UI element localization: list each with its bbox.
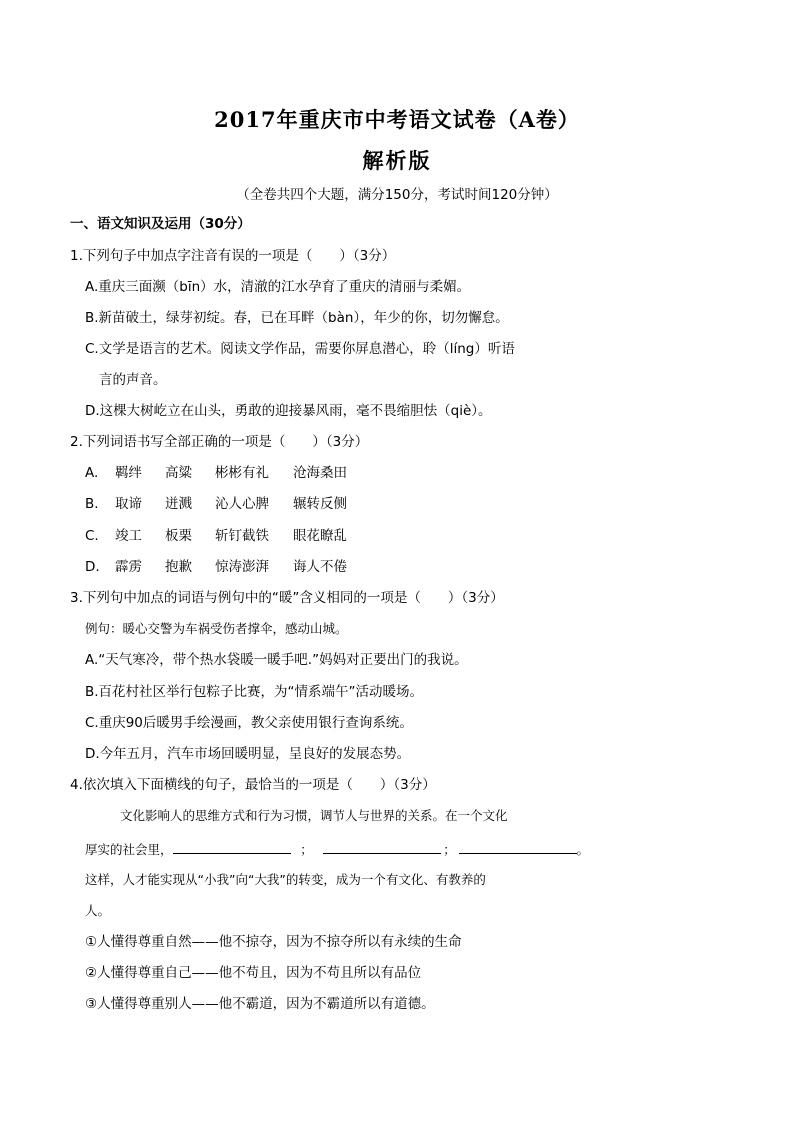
question-1-stem: 1.下列句子中加点字注音有误的一项是（ ）（3分） [70,248,396,264]
question-4-passage-line-1: 文化影响人的思维方式和行为习惯，调节人与世界的关系。在一个文化 [120,808,508,823]
option-word: 迸溅 [165,496,192,512]
page-title: 2017年重庆市中考语文试卷（A卷） [214,107,580,132]
option-word: 高粱 [165,465,192,481]
option-word: 羁绊 [115,465,142,481]
page-subtitle: 解析版 [362,148,432,173]
option-label: A. [85,465,99,481]
option-word: 辗转反侧 [293,496,347,512]
question-4-passage-line-2 [85,839,589,860]
question-2-option-a [85,463,371,483]
question-3-option-a: A.“天气寒冷，带个热水袋暖一暖手吧.”妈妈对正要出门的我说。 [85,652,468,668]
question-4-option-2: ②人懂得尊重自己——他不苟且，因为不苟且所以有品位 [85,965,422,981]
option-word: 竣工 [115,528,142,544]
option-word: 诲人不倦 [293,559,347,575]
question-1-option-d: D.这棵大树屹立在山头，勇敢的迎接暴风雨，毫不畏缩胆怯（qiè）。 [85,403,492,419]
option-word: 板栗 [165,528,192,544]
question-2-stem: 2.下列词语书写全部正确的一项是（ ）（3分） [70,434,369,450]
answer-blank-3[interactable] [459,839,577,854]
answer-blank-1[interactable] [173,839,291,854]
option-word: 斩钉截铁 [215,528,269,544]
answer-blank-2[interactable] [323,839,441,854]
passage-text: 厚实的社会里， [85,842,173,857]
question-2-option-c [85,526,371,546]
question-4-option-1: ①人懂得尊重自然——他不掠夺，因为不掠夺所以有永续的生命 [85,934,462,950]
question-2-option-d [85,557,371,577]
option-word: 眼花瞭乱 [293,528,347,544]
question-1-option-c-continued: 言的声音。 [99,372,167,388]
question-1-option-b: B.新苗破土，绿芽初绽。春，已在耳畔（bàn），年少的你，切勿懈怠。 [85,310,509,326]
option-label: C. [85,528,99,544]
question-4-passage-line-3: 这样，人才能实现从“小我”向“大我”的转变，成为一个有文化、有教养的 [85,872,486,887]
question-3-example: 例句：暖心交警为车祸受伤者撑伞，感动山城。 [85,621,348,636]
section-heading: 一、语文知识及运用（30分） [70,216,251,232]
option-word: 霹雳 [115,559,142,575]
separator: ； [443,842,456,857]
option-label: B. [85,496,99,512]
separator: ； [300,842,313,857]
option-word: 彬彬有礼 [215,465,269,481]
exam-note: （全卷共四个大题，满分150分，考试时间120分钟） [236,187,558,203]
question-4-passage-line-4: 人。 [85,903,111,918]
option-word: 抱歉 [165,559,192,575]
option-label: D. [85,559,100,575]
question-2-option-b [85,494,371,514]
question-4-stem: 4.依次填入下面横线的句子，最恰当的一项是（ ）（3分） [70,777,436,793]
option-word: 取谛 [115,496,142,512]
option-word: 惊涛澎湃 [215,559,269,575]
question-3-stem: 3.下列句中加点的词语与例句中的“暖”含义相同的一项是（ ）（3分） [70,590,504,606]
sentence-end: 。 [576,842,590,857]
question-3-option-c: C.重庆90后暖男手绘漫画，教父亲使用银行查询系统。 [85,715,413,731]
question-1-option-c: C.文学是语言的艺术。阅读文学作品，需要你屏息潜心，聆（líng）听语 [85,341,515,357]
question-3-option-b: B.百花村社区举行包粽子比赛，为“情系端午”活动暖场。 [85,684,424,700]
option-word: 沧海桑田 [293,465,347,481]
question-1-option-a: A.重庆三面濒（bīn）水，清澈的江水孕育了重庆的清丽与柔媚。 [85,279,471,295]
question-4-option-3: ③人懂得尊重别人——他不霸道，因为不霸道所以有道德。 [85,996,435,1012]
option-word: 沁人心脾 [215,496,269,512]
question-3-option-d: D.今年五月，汽车市场回暖明显，呈良好的发展态势。 [85,746,411,762]
